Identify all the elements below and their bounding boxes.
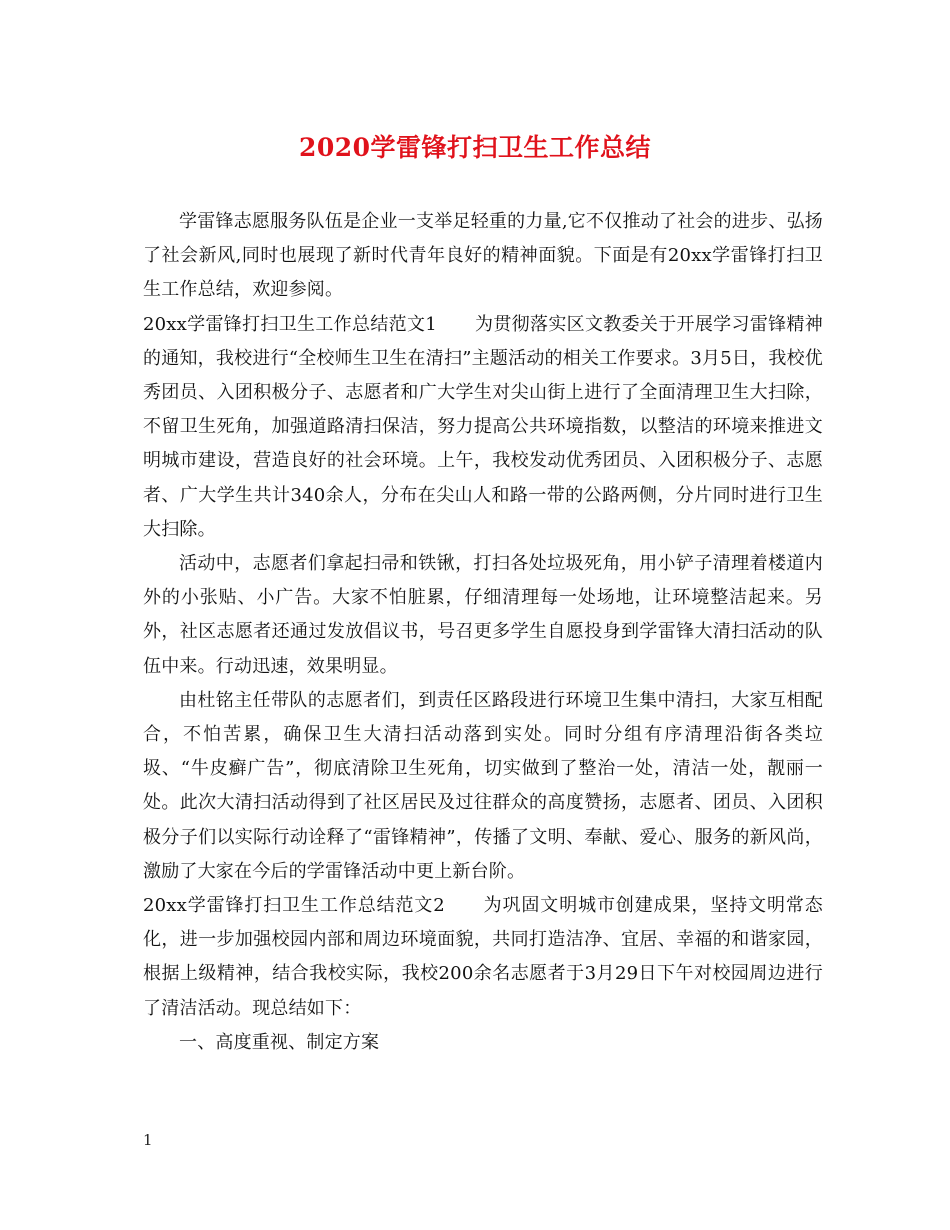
sample-2-paragraph	[143, 889, 823, 1026]
paragraph-text: 学雷锋志愿服务队伍是企业一支举足轻重的力量,它不仅推动了社会的进步、弘扬了社会新风,同时也展现了新时代青年良好的精神面貌。下面是有20xx学雷锋打扫卫生工作总结，欢迎参阅。	[143, 211, 823, 301]
paragraph-text: 为巩固文明城市创建成果，坚持文明常态化，进一步加强校园内部和周边环境面貌，共同打造洁净、宜居、幸福的和谐家园，根据上级精神，结合我校实际，我校200余名志愿者于3月29日下午对校园周边进行了清洁活动。现总结如下：	[143, 895, 823, 1019]
team-paragraph	[143, 684, 823, 889]
paragraph-text: 由杜铭主任带队的志愿者们，到责任区路段进行环境卫生集中清扫，大家互相配合，不怕苦累，确保卫生大清扫活动落到实处。同时分组有序清理沿街各类垃圾、“牛皮癣广告”，彻底清除卫生死角，切实做到了整治一处，清洁一处，靓丽一处。此次大清扫活动得到了社区居民及过往群众的高度赞扬，志愿者、团员、入团积极分子们以实际行动诠释了“雷锋精神”，传播了文明、奉献、爱心、服务的新风尚，激励了大家在今后的学雷锋活动中更上新台阶。	[143, 689, 823, 882]
sample-1-paragraph	[143, 308, 823, 547]
paragraph-text: 为贯彻落实区文教委关于开展学习雷锋精神的通知，我校进行“全校师生卫生在清扫”主题活动的相关工作要求。3月5日，我校优秀团员、入团积极分子、志愿者和广大学生对尖山街上进行了全面清理卫生大扫除，不留卫生死角，加强道路清扫保洁，努力提高公共环境指数，以整洁的环境来推进文明城市建设，营造良好的社会环境。上午，我校发动优秀团员、入团积极分子、志愿者、广大学生共计340余人，分布在尖山人和路一带的公路两侧，分片同时进行卫生大扫除。	[143, 313, 823, 540]
paragraph-text: 活动中，志愿者们拿起扫帚和铁锹，打扫各处垃圾死角，用小铲子清理着楼道内外的小张贴、小广告。大家不怕脏累，仔细清理每一处场地，让环境整洁起来。另外，社区志愿者还通过发放倡议书，号召更多学生自愿投身到学雷锋大清扫活动的队伍中来。行动迅速，效果明显。	[143, 553, 823, 677]
paragraph-text: 一、高度重视、制定方案	[179, 1031, 380, 1053]
sample-1-heading: 20xx学雷锋打扫卫生工作总结范文1	[143, 313, 437, 335]
intro-paragraph	[143, 205, 823, 308]
page-number: 1	[143, 1131, 153, 1149]
sample-2-heading: 20xx学雷锋打扫卫生工作总结范文2	[143, 895, 445, 917]
document-title: 2020学雷锋打扫卫生工作总结	[298, 133, 652, 162]
document-body	[143, 205, 823, 1060]
section-heading	[143, 1026, 823, 1060]
activity-paragraph	[143, 547, 823, 684]
